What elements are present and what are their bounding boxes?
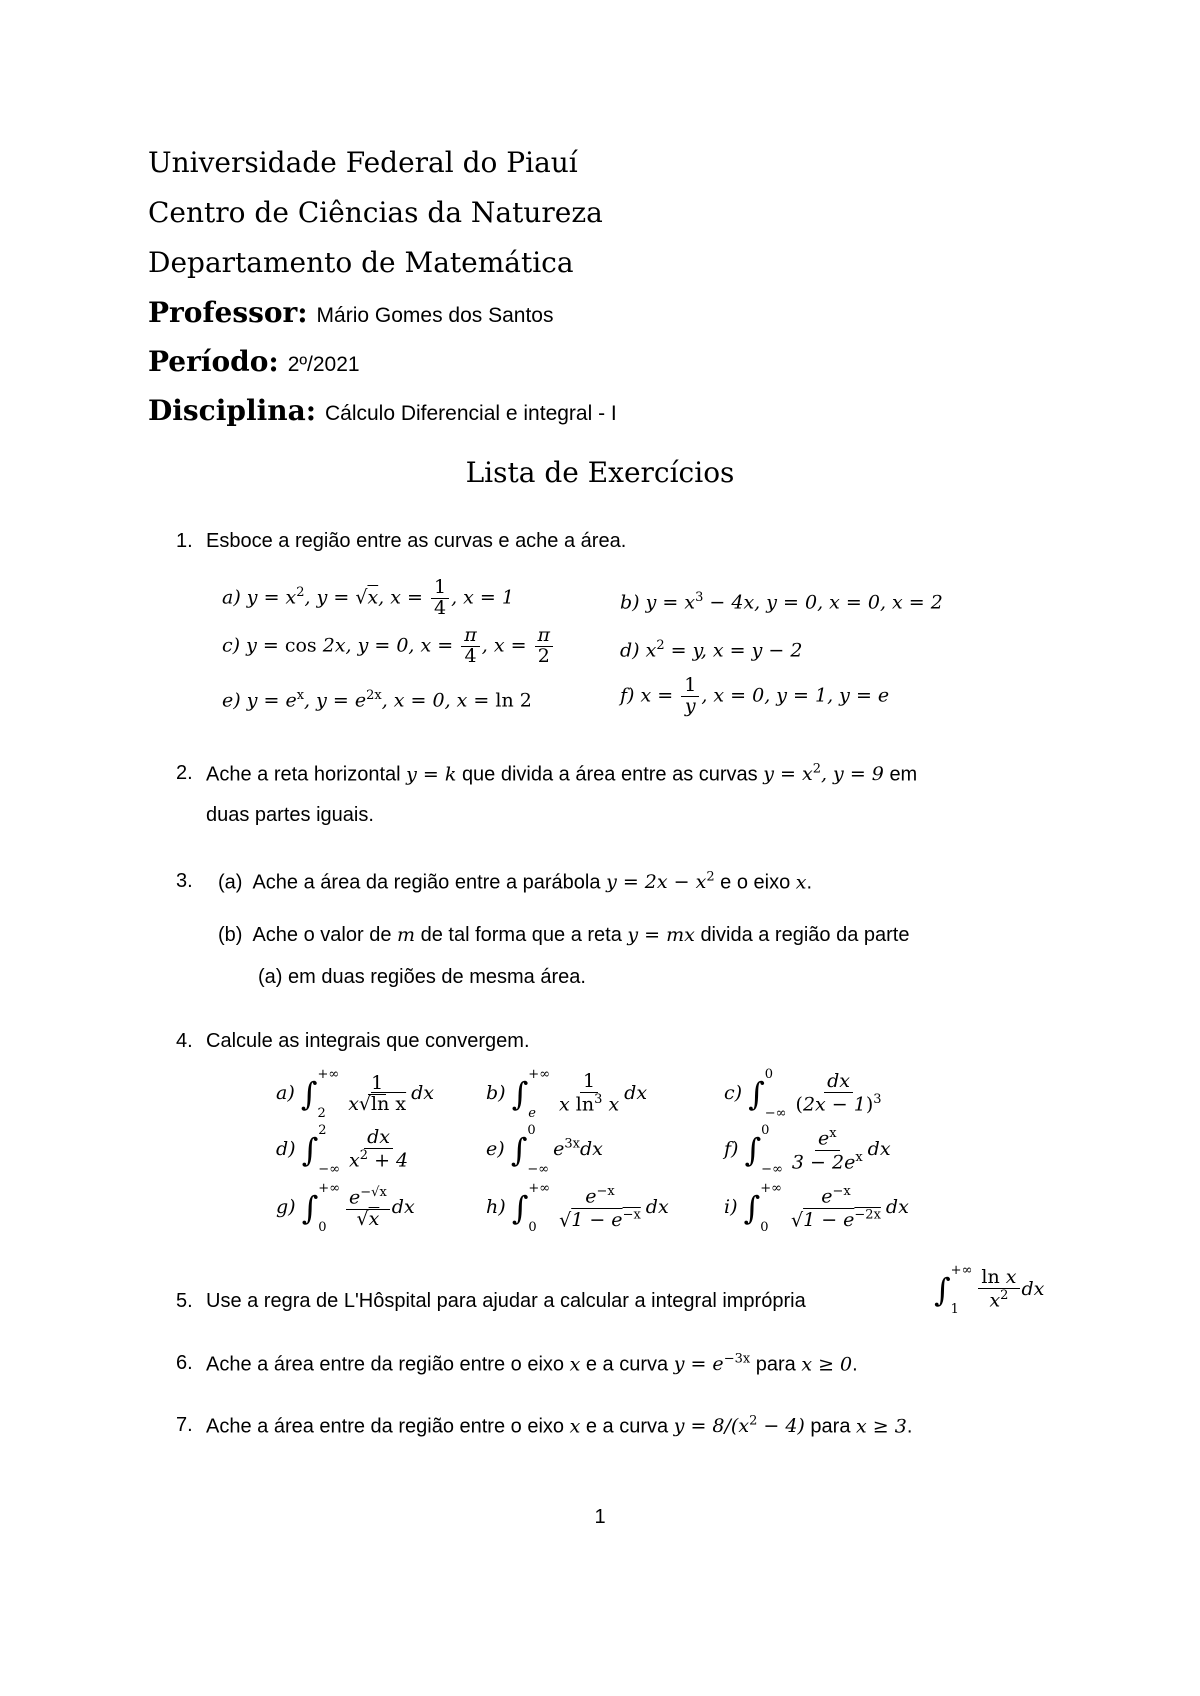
center-name: Centro de Ciências da Natureza (148, 196, 603, 229)
q6-number: 6. (176, 1352, 193, 1374)
q4f-integral: f) ∫ 0 −∞ $\frac{e^x}{3 - 2e^x}$ dx (724, 1123, 891, 1177)
q1d-label: d) (620, 639, 640, 662)
q4b-label: b) (486, 1082, 506, 1104)
university-name: Universidade Federal do Piauí (148, 146, 578, 179)
q2-line1: Ache a reta horizontal y = k que divida a área entre as curvas $y = x^2$, y = 9 em (206, 762, 918, 786)
q3-number: 3. (176, 870, 193, 892)
q6-text: Ache a área entre da região entre o eixo x e a curva $y = e^{-3x}$ para x ≥ 0. (206, 1352, 858, 1376)
q5-number: 5. (176, 1290, 193, 1312)
q3b-line2: (a) em duas regiões de mesma área. (258, 966, 586, 988)
q1a-label: a) (222, 586, 241, 609)
q4-text: Calcule as integrais que convergem. (206, 1030, 530, 1052)
q7-number: 7. (176, 1414, 193, 1436)
q1-text: Esboce a região entre as curvas e ache a área. (206, 530, 627, 552)
disciplina-line (148, 394, 617, 427)
periodo-line (148, 345, 360, 378)
q2-number: 2. (176, 762, 193, 784)
q4i-label: i) (724, 1196, 738, 1218)
q3a-line: (a) Ache a área da região entre a parábola $y = 2x - x^2$ e o eixo x. (218, 870, 813, 894)
q1c-equation: c) y = cos 2x, y = 0, x = $\frac{\pi}{4}$ , x = $\frac{\pi}{2}$ (222, 626, 555, 667)
q1f-equation: f) x = $\frac{1}{y}$ , x = 0, y = 1, y = e (620, 674, 890, 717)
professor-value: Mário Gomes dos Santos (316, 304, 554, 327)
q5-integral: ∫ +∞ 1 $\frac{\text{ln x}}{x^2}$ dx (934, 1263, 1045, 1317)
q7-text: Ache a área entre da região entre o eixo x e a curva $y = 8/(x^2 - 4)$ para x ≥ 3. (206, 1414, 913, 1438)
q1-number: 1. (176, 530, 193, 552)
q4a-integral: a) ∫ +∞ 2 $\frac{1}{\text{x√ln x}}$ dx (276, 1067, 434, 1121)
q1f-label: f) (620, 684, 635, 707)
page-number: 1 (594, 1506, 606, 1528)
q1c-label: c) (222, 634, 241, 657)
q4e-label: e) (486, 1138, 505, 1160)
professor-line (148, 296, 553, 329)
q1b-label: b) (620, 591, 640, 614)
q1a-equation: a) $y = x^2$, y = √x, x = $\frac{1}{4}$ , x = 1 (222, 576, 514, 619)
q4c-label: c) (724, 1082, 743, 1104)
q4b-integral: b) ∫ +∞ e $\frac{1}{x \ln^3 x}$ dx (486, 1067, 648, 1121)
q4g-label: g) (276, 1196, 296, 1218)
periodo-value: 2º/2021 (287, 353, 360, 376)
q4d-label: d) (276, 1138, 296, 1160)
q4e-integral: e) ∫ 0 −∞ $e^{3x}dx$ (486, 1123, 603, 1177)
q3b-line1: (b) Ache o valor de m de tal forma que a reta y = mx divida a região da parte (218, 924, 910, 946)
disciplina-value: Cálculo Diferencial e integral - I (324, 402, 617, 425)
list-title: Lista de Exercícios (465, 456, 735, 489)
q5-text: Use a regra de L'Hôspital para ajudar a calcular a integral imprópria (206, 1290, 806, 1312)
q2-line2: duas partes iguais. (206, 804, 374, 826)
q4h-integral: h) ∫ +∞ 0 $\frac{e^{-x}}{√1 - e^{-x}}$ dx (486, 1181, 669, 1235)
q1e-equation: e) $y = e^x$, $y = e^{2x}$, x = 0, x = ln 2 (222, 688, 532, 712)
q4-number: 4. (176, 1030, 193, 1052)
q1e-label: e) (222, 689, 241, 712)
professor-label: Professor: (148, 296, 308, 329)
q4f-label: f) (724, 1138, 739, 1160)
q4g-integral: g) ∫ +∞ 0 $\frac{e^{-√x}}{√x}$ dx (276, 1181, 415, 1235)
periodo-label: Período: (148, 345, 279, 378)
q4i-integral: i) ∫ +∞ 0 $\frac{e^{-x}}{√1 - e^{-2x}}$ dx (724, 1181, 909, 1235)
q4d-integral: d) ∫ 2 −∞ $\frac{dx}{x^2 + 4}$ (276, 1123, 409, 1177)
q4a-label: a) (276, 1082, 295, 1104)
q1b-equation: b) $y = x^3 - 4x$, y = 0, x = 0, x = 2 (620, 590, 943, 614)
q4c-integral: c) ∫ 0 −∞ $\frac{dx}{(2x - 1)^3}$ (724, 1067, 882, 1121)
disciplina-label: Disciplina: (148, 394, 317, 427)
q4h-label: h) (486, 1196, 506, 1218)
department-name: Departamento de Matemática (148, 246, 574, 279)
q1d-equation: d) $x^2 = y$, x = y − 2 (620, 638, 803, 662)
